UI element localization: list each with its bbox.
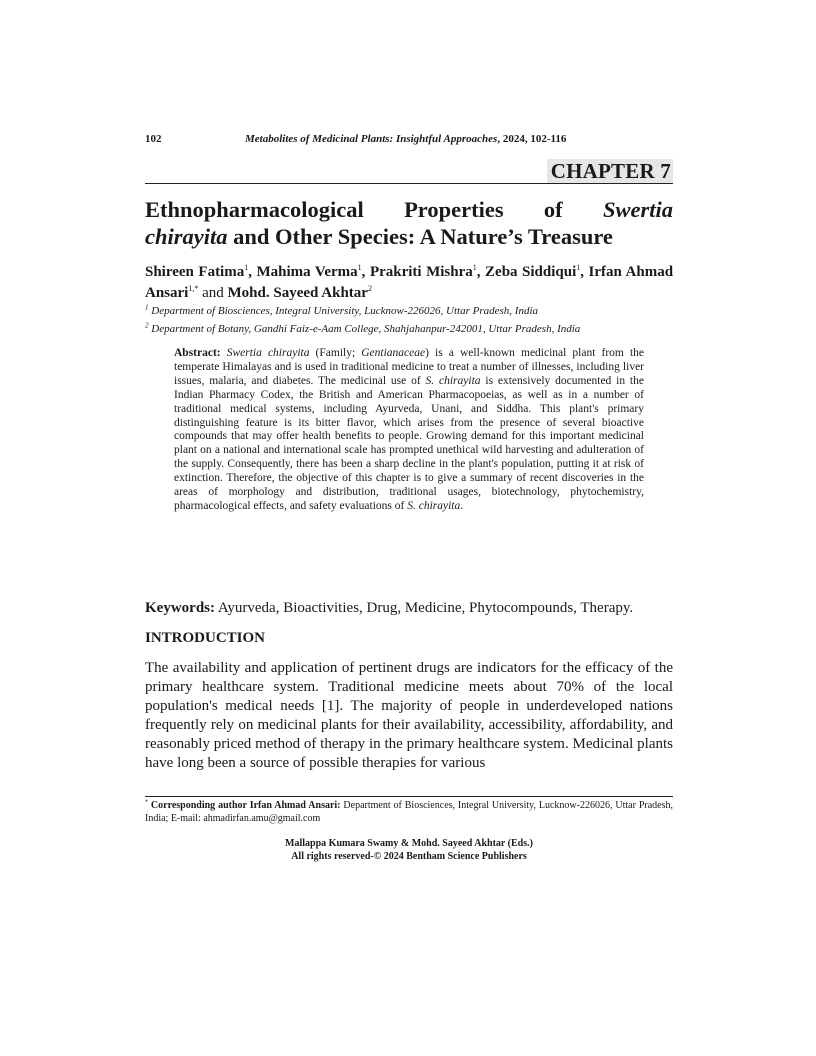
author-affiliation-mark: 1 bbox=[576, 263, 581, 272]
abstract-text: . bbox=[460, 499, 464, 512]
keywords-label: Keywords: bbox=[145, 600, 215, 616]
author-name: Zeba Siddiqui bbox=[485, 264, 577, 280]
author-conjunction: and bbox=[202, 285, 224, 301]
affiliation-text: Department of Botany, Gandhi Faiz-e-Aam College, Shahjahanpur-242001, Uttar Pradesh, India bbox=[151, 323, 581, 335]
abstract-label: Abstract: bbox=[174, 347, 221, 359]
abstract-species: Swertia chirayita bbox=[226, 347, 310, 359]
author-affiliation-mark: 1,* bbox=[188, 284, 199, 293]
title-word: of bbox=[543, 197, 563, 222]
title-rest: and Other Species: A Nature’s Treasure bbox=[227, 224, 613, 249]
abstract-text: is extensively documented in the Indian Pharmacy Codex, the British and American Pharmacopoeias, as well as in a number of traditional medical systems, including Ayurveda, Unani, and Siddha. This plant's primary distinguishing feature is its bitter flavor, which arises from the presence of several bioactive compounds that may offer health benefits to people. Growing demand for this important medicinal plant on a national and international scale has prompted unethical wild harvesting and adulteration of the supply. Consequently, there has been a sharp decline in the plant's population, putting it at risk of extinction. Therefore, the objective of this chapter is to give a summary of recent discoveries in the areas of morphology and distribution, traditional usages, biotechnology, phytochemistry, pharmacological effects, and safety evaluations of bbox=[174, 374, 644, 512]
footnote-label: Corresponding author Irfan Ahmad Ansari: bbox=[150, 800, 341, 811]
author-affiliation-mark: 1 bbox=[244, 263, 249, 272]
title-line-2 bbox=[145, 223, 673, 250]
chapter-title bbox=[145, 196, 673, 250]
affiliation-text: Department of Biosciences, Integral University, Lucknow-226026, Uttar Pradesh, India bbox=[151, 305, 539, 317]
abstract-species-short: S. chirayita bbox=[407, 499, 461, 512]
title-line-1 bbox=[145, 196, 673, 223]
editors-line: Mallappa Kumara Swamy & Mohd. Sayeed Akhtar (Eds.) bbox=[285, 838, 533, 849]
page-number: 102 bbox=[145, 133, 162, 145]
title-word: Ethnopharmacological bbox=[145, 197, 364, 222]
affiliation-mark: 2 bbox=[145, 321, 149, 330]
journal-reference bbox=[245, 133, 566, 145]
journal-title: Metabolites of Medicinal Plants: Insightful Approaches bbox=[245, 133, 498, 145]
chapter-rule bbox=[145, 183, 673, 184]
author-name: Prakriti Mishra bbox=[369, 264, 473, 280]
copyright-line: All rights reserved-© 2024 Bentham Science Publishers bbox=[291, 850, 527, 862]
author-affiliation-mark: 1 bbox=[472, 263, 477, 272]
keywords bbox=[145, 598, 673, 618]
footnote-mark: * bbox=[145, 799, 148, 806]
running-header bbox=[145, 133, 673, 149]
affiliation bbox=[145, 322, 673, 336]
footnote-text: Department of Biosciences, Integral University, Lucknow-226026, Uttar Pradesh, India; E-mail: ahmadirfan.amu@gmail.com bbox=[145, 800, 673, 824]
section-heading: INTRODUCTION bbox=[145, 630, 266, 646]
abstract-text: ) is a well-known medicinal plant from the temperate Himalayas and is used in traditional medicine to treat a number of illnesses, including liver issues, malaria, and diabetes. The medicinal use of bbox=[174, 347, 644, 387]
author-name: Mahima Verma bbox=[256, 264, 358, 280]
title-word-italic: Swertia bbox=[602, 197, 673, 222]
author-list: Shireen Fatima$^1$, Mahima Verma$^1$, Prakriti Mishra$^1$, Zeba Siddiqui$^1$, Irfan Ahmad Ansari$^{1,*}$ and Mohd. Sayeed Akhtar$^2$ bbox=[145, 263, 674, 301]
title-word: Properties bbox=[404, 197, 504, 222]
journal-citation: , 2024, 102-116 bbox=[497, 133, 567, 145]
intro-paragraph: The availability and application of pertinent drugs are indicators for the efficacy of the primary healthcare system. Traditional medicine meets about 70% of the local population's medical needs [1]. The majority of people in underdeveloped nations frequently rely on medicinal plants for their availability, accessibility, affordability, and reasonably priced method of therapy in the primary healthcare system. Medicinal plants have long been a source of possible therapies for various bbox=[145, 660, 673, 771]
author-affiliation-mark: 1 bbox=[357, 263, 362, 272]
title-species-italic: chirayita bbox=[145, 224, 228, 249]
author-name: Irfan Ahmad Ansari bbox=[145, 264, 674, 301]
affiliation bbox=[145, 304, 673, 318]
abstract-family: Gentianaceae bbox=[361, 347, 426, 359]
footnote bbox=[145, 800, 673, 825]
affiliation-mark: 1 bbox=[145, 303, 149, 312]
author-affiliation-mark: 2 bbox=[367, 284, 372, 293]
author-name: Mohd. Sayeed Akhtar bbox=[227, 285, 368, 301]
abstract bbox=[174, 347, 644, 514]
abstract-species-short: S. chirayita bbox=[425, 374, 481, 387]
author-name: Shireen Fatima bbox=[145, 264, 245, 280]
publisher-notice bbox=[145, 838, 673, 863]
chapter-label: CHAPTER 7 bbox=[547, 159, 673, 183]
abstract-text: (Family; bbox=[309, 347, 362, 359]
keywords-text: Ayurveda, Bioactivities, Drug, Medicine, Phytocompounds, Therapy. bbox=[215, 600, 634, 616]
footnote-rule bbox=[145, 796, 673, 797]
